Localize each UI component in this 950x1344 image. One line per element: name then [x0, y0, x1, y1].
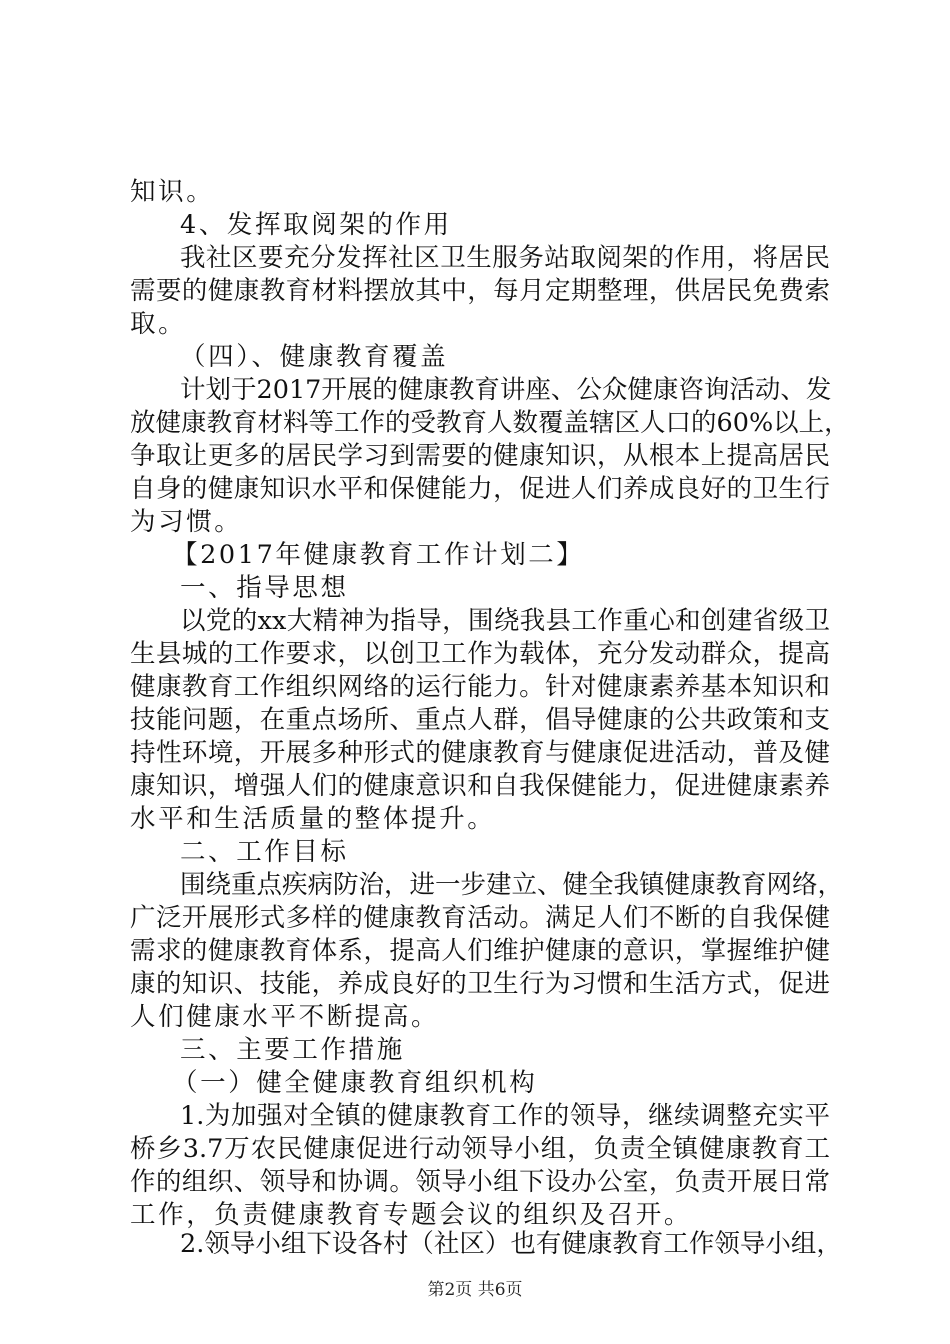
text-line: 放健康教育材料等工作的受教育人数覆盖辖区人口的60%以上，	[130, 408, 850, 438]
section-heading: 一、指导思想	[180, 573, 349, 603]
section-title: 【2017年健康教育工作计划二】	[172, 540, 585, 570]
text-line: 广泛开展形式多样的健康教育活动。满足人们不断的自我保健	[130, 903, 830, 933]
text-line: 水平和生活质量的整体提升。	[130, 804, 496, 834]
text-line: 争取让更多的居民学习到需要的健康知识，从根本上提高居民	[130, 441, 830, 471]
text-line: 以党的xx大精神为指导，围绕我县工作重心和创建省级卫	[180, 606, 830, 636]
section-heading: 4、发挥取阅架的作用	[180, 210, 452, 240]
text-line: 自身的健康知识水平和保健能力，促进人们养成良好的卫生行	[130, 474, 830, 504]
text-line: 人们健康水平不断提高。	[130, 1002, 440, 1032]
section-heading: （四）、健康教育覆盖	[180, 342, 449, 372]
text-line: 需求的健康教育体系，提高人们维护健康的意识，掌握维护健	[130, 936, 830, 966]
text-line: 1.为加强对全镇的健康教育工作的领导，继续调整充实平	[180, 1101, 830, 1131]
text-line: 围绕重点疾病防治，进一步建立、健全我镇健康教育网络，	[180, 870, 844, 900]
section-heading: 三、主要工作措施	[180, 1035, 405, 1065]
text-line: 2.领导小组下设各村（社区）也有健康教育工作领导小组，	[180, 1229, 842, 1259]
section-heading: （一）健全健康教育组织机构	[172, 1068, 538, 1098]
text-line: 康的知识、技能，养成良好的卫生行为习惯和生活方式，促进	[130, 969, 830, 999]
text-line: 我社区要充分发挥社区卫生服务站取阅架的作用，将居民	[180, 243, 830, 273]
page-number-footer: 第2页 共6页	[427, 1280, 523, 1300]
text-line: 作的组织、领导和协调。领导小组下设办公室，负责开展日常	[130, 1167, 830, 1197]
text-line: 持性环境，开展多种形式的健康教育与健康促进活动，普及健	[130, 738, 830, 768]
text-line: 计划于2017开展的健康教育讲座、公众健康咨询活动、发	[180, 375, 832, 405]
text-line: 生县城的工作要求，以创卫工作为载体，充分发动群众，提高	[130, 639, 830, 669]
section-heading: 二、工作目标	[180, 837, 349, 867]
text-line: 为习惯。	[130, 507, 243, 537]
text-line: 桥乡3.7万农民健康促进行动领导小组，负责全镇健康教育工	[130, 1134, 830, 1164]
text-line: 取。	[130, 309, 187, 339]
text-line: 需要的健康教育材料摆放其中，每月定期整理，供居民免费索	[130, 276, 830, 306]
text-line: 工作，负责健康教育专题会议的组织及召开。	[130, 1200, 693, 1230]
text-line: 知识。	[130, 177, 215, 207]
text-line: 康知识，增强人们的健康意识和自我保健能力，促进健康素养	[130, 771, 830, 801]
text-line: 技能问题，在重点场所、重点人群，倡导健康的公共政策和支	[130, 705, 830, 735]
text-line: 健康教育工作组织网络的运行能力。针对健康素养基本知识和	[130, 672, 830, 702]
